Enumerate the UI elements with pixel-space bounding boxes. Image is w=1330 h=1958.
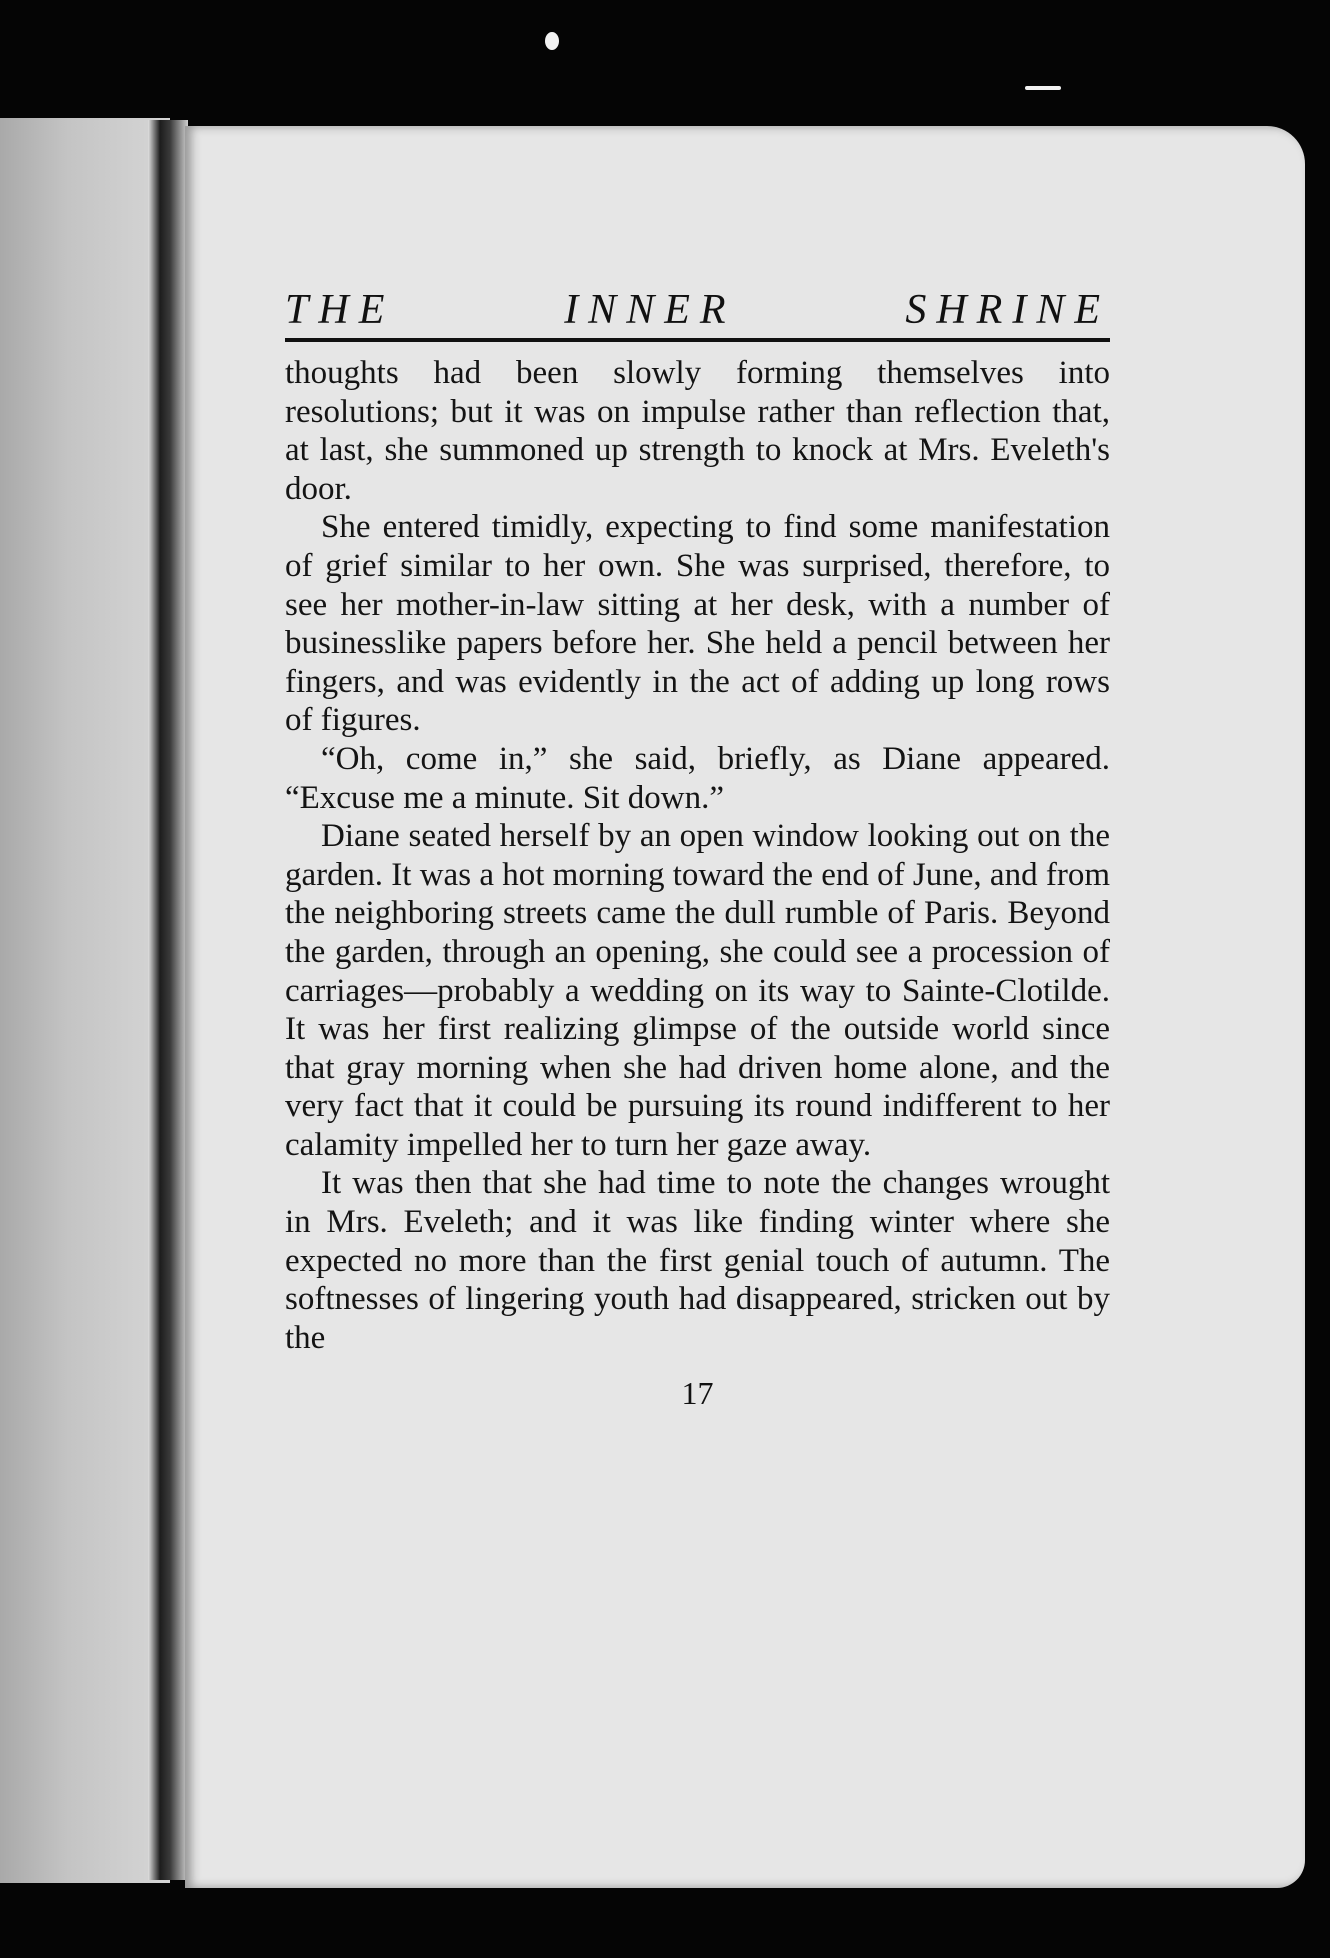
dust-speck <box>545 32 559 50</box>
running-head-word: SHRINE <box>905 287 1110 333</box>
dust-speck <box>1025 86 1061 90</box>
running-head <box>285 286 1110 342</box>
page-content <box>285 286 1110 1412</box>
page-number: 17 <box>681 1375 714 1412</box>
book-gutter <box>148 120 188 1880</box>
running-head-word: THE <box>285 287 395 333</box>
body-text <box>285 354 1110 1357</box>
paragraph: “Oh, come in,” she said, briefly, as Diane appeared. “Excuse me a minute. Sit down.” <box>285 740 1110 816</box>
paragraph: Diane seated herself by an open window looking out on the garden. It was a hot morning toward the end of June, and from the neighboring streets came the dull rumble of Paris. Beyond the garden, through an opening, she could see a procession of carriages—probably a wedding on its way to Sainte-Clotilde. It was her first realizing glimpse of the outside world since that gray morning when she had driven home alone, and the very fact that it could be pursuing its round indifferent to her calamity impelled her to turn her gaze away. <box>285 818 1110 1163</box>
paragraph: She entered timidly, expecting to find some manifestation of grief similar to her own. She was surprised, therefore, to see her mother-in-law sitting at her desk, with a number of businesslike papers before her. She held a pencil between her fingers, and was evidently in the act of adding up long rows of figures. <box>285 509 1110 739</box>
paragraph: It was then that she had time to note the changes wrought in Mrs. Eveleth; and it was like finding winter where she expected no more than the first genial touch of autumn. The softnesses of lingering youth had disappeared, stricken out by the <box>285 1165 1110 1356</box>
book-page <box>185 126 1305 1888</box>
paragraph: thoughts had been slowly forming themselves into resolutions; but it was on impulse rather than reflection that, at last, she summoned up strength to knock at Mrs. Eveleth's door. <box>285 355 1110 507</box>
running-head-word: INNER <box>564 287 736 333</box>
facing-page-edge <box>0 118 170 1883</box>
